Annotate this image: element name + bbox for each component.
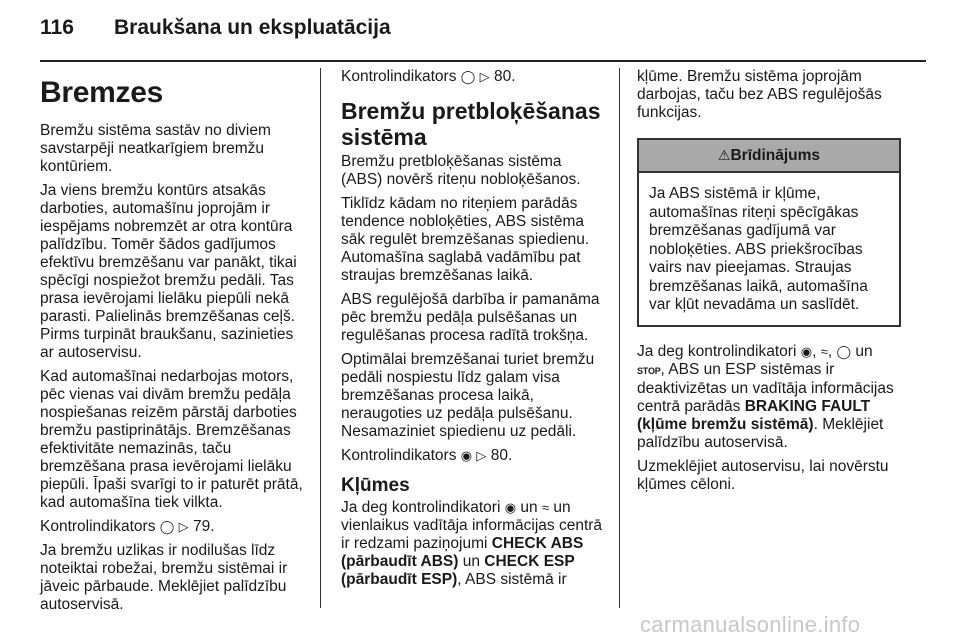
paragraph: Optimālai bremzēšanai turiet bremžu pedāli nospiestu līdz galam visa bremzēšanas procesa laikā, neraugoties uz pedāļa pulsēšanu. Nesamaziniet spiedienu uz pedāli.: [341, 351, 595, 440]
section-heading-brakes: Bremzes: [40, 76, 163, 109]
paragraph: ABS regulējošā darbība ir pamanāma pēc bremžu pedāļa pulsēšanas un regulēšanas procesa radītā trokšņa.: [341, 291, 600, 344]
paragraph: Bremžu sistēma sastāv no diviem savstarpēji neatkarīgiem bremžu kontūriem.: [40, 122, 271, 175]
subsection-heading-faults: Kļūmes: [341, 475, 410, 496]
column-divider: [619, 68, 620, 608]
page-ref[interactable]: 79.: [192, 518, 215, 535]
page-header: [40, 16, 391, 40]
header-rule: [40, 60, 926, 62]
esp-icon: ≈: [541, 500, 550, 515]
stop-icon: STOP: [637, 365, 661, 376]
warning-text: Ja ABS sistēmā ir kļūme, automašīnas riteņi spēcīgākas bremzēšanas gadījumā var nobloķēties. ABS priekšrocības vairs nav pieejamas. Straujas bremzēšanas laikā, automašīna var kļūt nevadāma un saslīdēt.: [649, 185, 868, 313]
page-ref[interactable]: 80.: [493, 68, 516, 85]
warning-triangle-icon: ⚠: [717, 147, 731, 163]
page-ref[interactable]: 80.: [490, 447, 513, 464]
section-heading-abs: Bremžu pretbloķēšanas sistēma: [341, 98, 601, 150]
paragraph: Ja bremžu uzlikas ir nodilušas līdz noteiktai robežai, bremžu sistēmai ir jāveic pārbaude. Meklējiet palīdzību autoservisā.: [40, 542, 288, 613]
paragraph: Uzmeklējiet autoservisu, lai novērstu kļūmes cēloni.: [637, 457, 889, 493]
page-ref-arrow-icon: ▷: [476, 448, 487, 463]
column-divider: [320, 68, 321, 608]
page-number: 116: [40, 16, 74, 39]
column-2: [341, 68, 607, 595]
paragraph: Ja deg kontrolindikatori ◉, ≈, ◯ un STOP, ABS un ESP sistēmas ir deaktivizētas un vadītāja informācijas centrā parādās BRAKING FAULT (kļūme bremžu sistēmā). Meklējiet palīdzību autoservisā.: [637, 342, 894, 451]
paragraph: Kontrolindikators ◉ ▷ 80.: [341, 447, 513, 464]
page-ref-arrow-icon: ▷: [178, 519, 189, 534]
brake-pad-icon: ◯: [460, 69, 476, 84]
abs-icon: ◉: [800, 343, 813, 359]
column-3: [637, 68, 901, 500]
page-title: Braukšana un ekspluatācija: [114, 16, 391, 39]
paragraph: Kontrolindikators ◯ ▷ 80.: [341, 68, 516, 85]
esp-icon: ≈: [820, 343, 828, 359]
brake-warning-icon: ◯: [159, 519, 175, 534]
paragraph: Ja viens bremžu kontūrs atsakās darboties, automašīnu joprojām ir iespējams nobremzēt ar otra kontūra palīdzību. Tomēr šādos gadījumos efektīvu bremzēšanu var panākt, tikai spēcīgi nospiežot bremžu pedāli. Tas prasa ievērojami lielāku piepūli nekā parasti. Palielinās bremzēšanas ceļš. Pirms turpināt braukšanu, sazinieties ar autoservisu.: [40, 182, 297, 361]
paragraph: Kontrolindikators ◯ ▷ 79.: [40, 518, 215, 535]
paragraph: Ja deg kontrolindikatori ◉ un ≈ un vienlaikus vadītāja informācijas centrā ir redzami paziņojumi CHECK ABS (pārbaudīt ABS) un CHECK ESP (pārbaudīt ESP), ABS sistēmā ir: [341, 499, 603, 588]
warning-title: Brīdinājums: [730, 147, 821, 164]
paragraph: Tiklīdz kādam no riteņiem parādās tendence nobloķēties, ABS sistēma sāk regulēt bremzēšanas spiedienu. Automašīna saglabā vadāmību pat straujas bremzēšanas laikā.: [341, 195, 590, 284]
paragraph: Bremžu pretbloķēšanas sistēma (ABS) novērš riteņu nobloķēšanos.: [341, 153, 581, 188]
brake-warning-icon: ◯: [836, 343, 852, 359]
abs-icon: ◉: [504, 500, 517, 515]
warning-box: [637, 138, 901, 327]
abs-icon: ◉: [460, 448, 473, 463]
watermark: carmanualsonline.info: [640, 612, 861, 637]
column-1: [40, 68, 306, 620]
paragraph: Kad automašīnai nedarbojas motors, pēc vienas vai divām bremžu pedāļa nospiešanas reizēm pārstāj darboties bremžu pastiprinātājs. Bremzēšanas efektivitāte nemazinās, taču bremzēšana prasa ievērojami lielāku piepūli. Īpaši svarīgi to ir paturēt prātā, kad automašīna tiek vilkta.: [40, 368, 303, 511]
paragraph: kļūme. Bremžu sistēma joprojām darbojas, taču bez ABS regulējošās funkcijas.: [637, 68, 882, 121]
page-ref-arrow-icon: ▷: [479, 69, 490, 84]
warning-header: [639, 140, 899, 173]
